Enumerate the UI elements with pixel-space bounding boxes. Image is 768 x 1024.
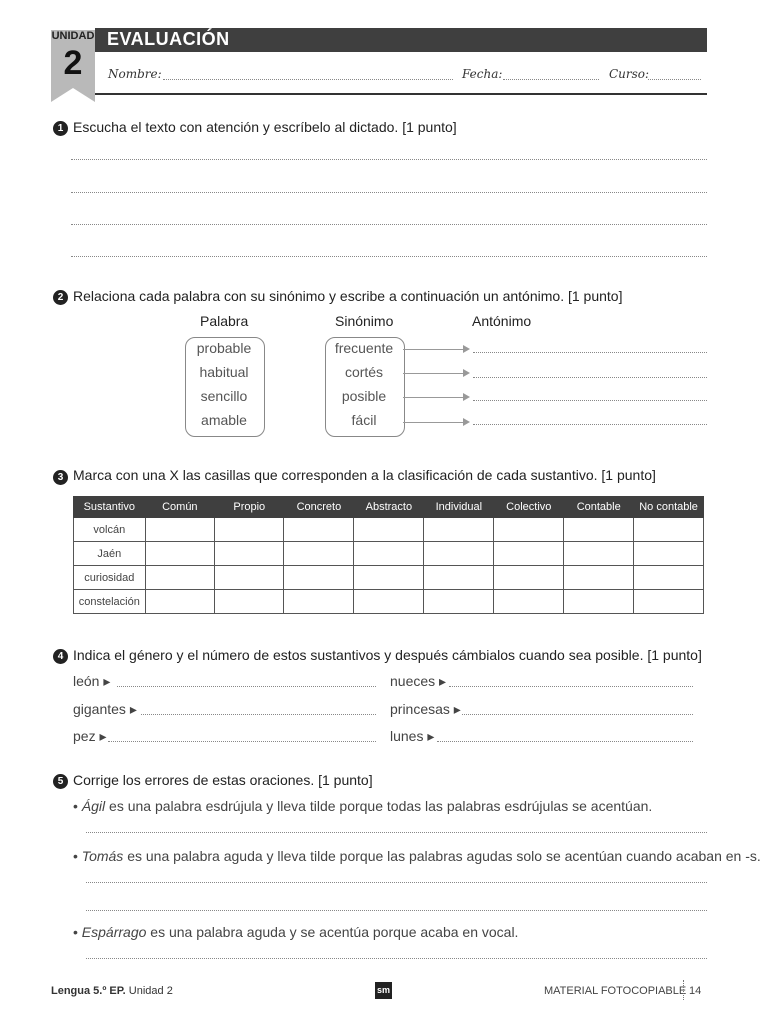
checkbox-cell[interactable] — [354, 566, 424, 590]
checkbox-cell[interactable] — [354, 542, 424, 566]
checkbox-cell[interactable] — [215, 566, 284, 590]
header-rule — [95, 93, 707, 95]
checkbox-cell[interactable] — [354, 590, 424, 614]
arrow — [403, 373, 463, 374]
answer-line[interactable] — [449, 686, 693, 687]
antonimo-field[interactable] — [473, 377, 707, 378]
column-sinonimo: Sinónimo — [335, 313, 394, 329]
publisher-logo: sm — [375, 982, 392, 999]
sentence-item: • Tomás es una palabra aguda y lleva tilde porque las palabras agudas solo se acentúan cuando acaban en -s. — [73, 848, 761, 864]
sentence-keyword: Tomás — [81, 848, 124, 864]
sentence-item: • Ágil es una palabra esdrújula y lleva tilde porque todas las palabras esdrújulas se acentúan. — [73, 798, 653, 814]
question-3-text: Marca con una X las casillas que corresponden a la clasificación de cada sustantivo. [1 punto] — [73, 467, 656, 483]
question-1-text: Escucha el texto con atención y escríbelo al dictado. [1 punto] — [73, 119, 457, 135]
palabra-item[interactable]: habitual — [199, 364, 249, 380]
row-label: volcán — [74, 518, 146, 542]
course-field[interactable] — [648, 79, 701, 80]
date-label: Fecha: — [462, 67, 503, 81]
row-label: Jaén — [74, 542, 146, 566]
footer-material: MATERIAL FOTOCOPIABLE — [544, 985, 687, 997]
checkbox-cell[interactable] — [634, 566, 704, 590]
question-4-text: Indica el género y el número de estos sustantivos y después cámbialos cuando sea posible. [1 punto] — [73, 647, 702, 663]
checkbox-cell[interactable] — [564, 590, 634, 614]
answer-line[interactable] — [86, 832, 707, 833]
footer-divider — [683, 980, 684, 1000]
sinonimo-item[interactable]: posible — [341, 388, 387, 404]
course-label: Curso: — [609, 67, 650, 81]
checkbox-cell[interactable] — [424, 590, 494, 614]
name-label: Nombre: — [108, 67, 162, 81]
palabra-item[interactable]: amable — [201, 412, 247, 428]
palabra-item[interactable]: sencillo — [200, 388, 248, 404]
sentence-item: • Espárrago es una palabra aguda y se acentúa porque acaba en vocal. — [73, 924, 519, 940]
checkbox-cell[interactable] — [145, 590, 215, 614]
question-number: 4 — [53, 649, 68, 664]
answer-line[interactable] — [71, 159, 707, 160]
checkbox-cell[interactable] — [494, 518, 564, 542]
answer-line[interactable] — [71, 192, 707, 193]
checkbox-cell[interactable] — [284, 590, 354, 614]
arrow-head — [463, 418, 470, 426]
checkbox-cell[interactable] — [564, 566, 634, 590]
checkbox-cell[interactable] — [424, 566, 494, 590]
answer-line[interactable] — [108, 741, 376, 742]
checkbox-cell[interactable] — [634, 542, 704, 566]
antonimo-field[interactable] — [473, 424, 707, 425]
table-header: No contable — [634, 497, 704, 518]
noun-item: león ▸ — [73, 673, 111, 689]
checkbox-cell[interactable] — [215, 590, 284, 614]
checkbox-cell[interactable] — [564, 518, 634, 542]
checkbox-cell[interactable] — [145, 542, 215, 566]
checkbox-cell[interactable] — [145, 566, 215, 590]
row-label: constelación — [74, 590, 146, 614]
palabra-item[interactable]: probable — [196, 340, 252, 356]
unit-label: UNIDAD — [51, 30, 95, 42]
sentence-text: es una palabra aguda y lleva tilde porque las palabras agudas solo se acentúan cuando acaban en -s. — [123, 848, 761, 864]
checkbox-cell[interactable] — [634, 518, 704, 542]
arrow-head — [463, 345, 470, 353]
checkbox-cell[interactable] — [354, 518, 424, 542]
table-header-row — [74, 497, 704, 518]
answer-line[interactable] — [86, 910, 707, 911]
answer-line[interactable] — [71, 256, 707, 257]
answer-line[interactable] — [462, 714, 693, 715]
table-row — [74, 542, 704, 566]
date-field[interactable] — [503, 79, 599, 80]
name-field[interactable] — [163, 79, 453, 80]
question-number: 5 — [53, 774, 68, 789]
answer-line[interactable] — [86, 958, 707, 959]
footer-subject — [51, 985, 173, 997]
sentence-text: es una palabra esdrújula y lleva tilde porque todas las palabras esdrújulas se acentúan. — [105, 798, 653, 814]
noun-item: pez ▸ — [73, 728, 107, 744]
table-header: Colectivo — [494, 497, 564, 518]
question-number: 2 — [53, 290, 68, 305]
checkbox-cell[interactable] — [424, 518, 494, 542]
footer-subject-unit: Unidad 2 — [125, 985, 173, 997]
checkbox-cell[interactable] — [284, 542, 354, 566]
checkbox-cell[interactable] — [284, 566, 354, 590]
checkbox-cell[interactable] — [494, 542, 564, 566]
noun-item: gigantes ▸ — [73, 701, 137, 717]
checkbox-cell[interactable] — [284, 518, 354, 542]
checkbox-cell[interactable] — [494, 566, 564, 590]
row-label: curiosidad — [74, 566, 146, 590]
question-number: 3 — [53, 470, 68, 485]
column-antonimo: Antónimo — [472, 313, 532, 329]
answer-line[interactable] — [117, 686, 376, 687]
classification-table — [73, 496, 704, 614]
checkbox-cell[interactable] — [145, 518, 215, 542]
table-header: Común — [145, 497, 215, 518]
unit-number: 2 — [63, 44, 83, 82]
arrow — [403, 349, 463, 350]
antonimo-field[interactable] — [473, 400, 707, 401]
table-row — [74, 590, 704, 614]
checkbox-cell[interactable] — [215, 542, 284, 566]
noun-item: nueces ▸ — [390, 673, 447, 689]
sinonimo-item[interactable]: frecuente — [334, 340, 394, 356]
checkbox-cell[interactable] — [564, 542, 634, 566]
table-header: Concreto — [284, 497, 354, 518]
table-header: Contable — [564, 497, 634, 518]
checkbox-cell[interactable] — [215, 518, 284, 542]
table-header: Sustantivo — [74, 497, 146, 518]
page-title: EVALUACIÓN — [107, 29, 230, 49]
checkbox-cell[interactable] — [424, 542, 494, 566]
table-row — [74, 566, 704, 590]
answer-line[interactable] — [141, 714, 376, 715]
question-5-text: Corrige los errores de estas oraciones. [1 punto] — [73, 772, 373, 788]
sinonimo-item[interactable]: cortés — [344, 364, 384, 380]
arrow-head — [463, 369, 470, 377]
table-header: Abstracto — [354, 497, 424, 518]
noun-item: princesas ▸ — [390, 701, 461, 717]
sentence-text: es una palabra aguda y se acentúa porque acaba en vocal. — [146, 924, 519, 940]
arrow-head — [463, 393, 470, 401]
table-header: Individual — [424, 497, 494, 518]
column-palabra: Palabra — [200, 313, 249, 329]
table-header: Propio — [215, 497, 284, 518]
sentence-keyword: Ágil — [81, 798, 106, 814]
arrow — [403, 422, 463, 423]
table-row — [74, 518, 704, 542]
unit-tab-notch — [51, 88, 95, 102]
sentence-keyword: Espárrago — [81, 924, 147, 940]
antonimo-field[interactable] — [473, 352, 707, 353]
answer-line[interactable] — [437, 741, 693, 742]
checkbox-cell[interactable] — [494, 590, 564, 614]
sinonimo-item[interactable]: fácil — [351, 412, 377, 428]
arrow — [403, 397, 463, 398]
answer-line[interactable] — [86, 882, 707, 883]
answer-line[interactable] — [71, 224, 707, 225]
page-number: 14 — [689, 985, 702, 997]
footer-subject-bold: Lengua 5.º EP. — [51, 985, 126, 997]
checkbox-cell[interactable] — [634, 590, 704, 614]
question-number: 1 — [53, 121, 68, 136]
noun-item: lunes ▸ — [390, 728, 435, 744]
question-2-text: Relaciona cada palabra con su sinónimo y escribe a continuación un antónimo. [1 punto] — [73, 288, 623, 304]
